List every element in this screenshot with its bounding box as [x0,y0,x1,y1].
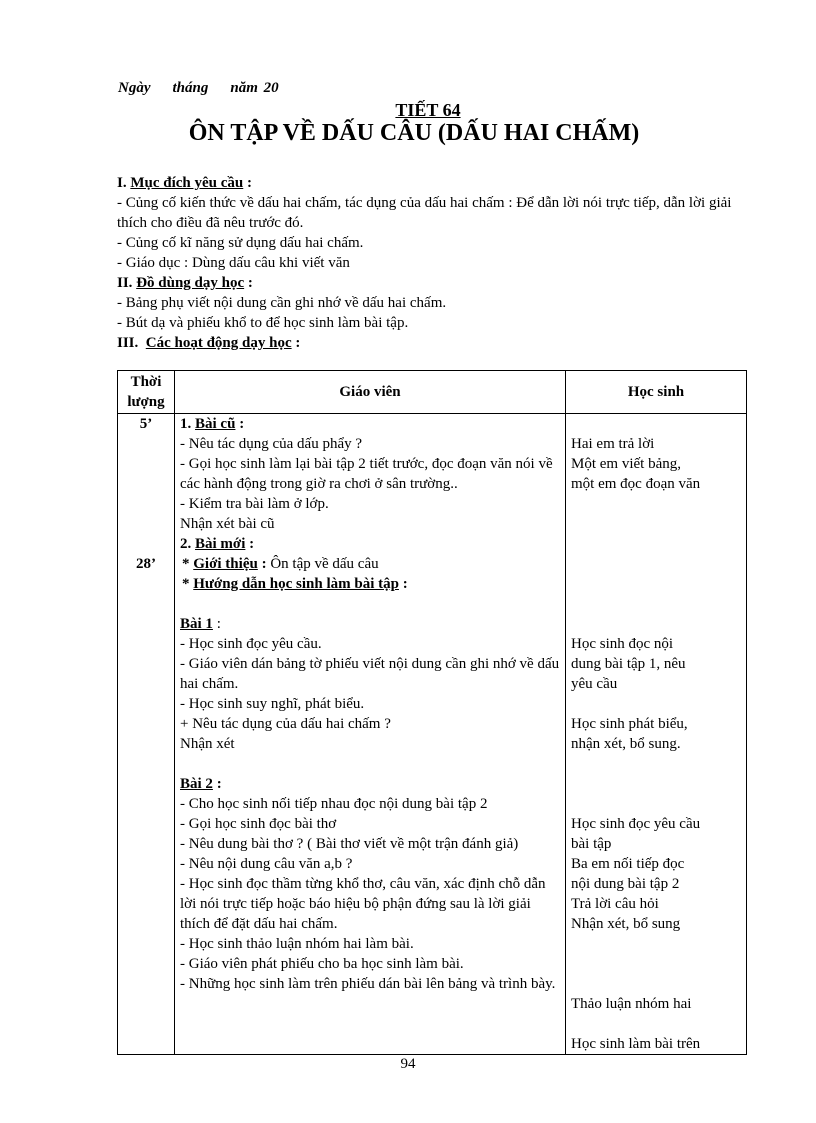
teacher-line: - Nêu tác dụng của dấu phẩy ? [180,436,363,452]
spacer [571,514,741,534]
student-cell [566,414,747,1055]
teacher-line: - Giáo viên dán bảng tờ phiếu viết nội dung cần ghi nhớ về dấu hai chấm. [180,656,560,692]
part-2-title: Bài mới [195,536,246,552]
part-2-num: 2. [180,536,192,552]
section-2-item: - Bảng phụ viết nội dung cần ghi nhớ về dấu hai chấm. [117,295,447,311]
colon: : [291,335,301,351]
lesson-number-text: TIẾT 64 [395,100,461,120]
student-line: một em đọc đoạn văn [571,476,701,492]
teacher-cell [175,414,566,1055]
lesson-title: ÔN TẬP VỀ DẤU CÂU (DẤU HAI CHẤM) [188,120,640,146]
spacer [571,1014,741,1034]
teacher-line: Nhận xét [180,736,235,752]
spacer [571,794,741,814]
colon: : [212,616,221,632]
spacer [571,494,741,514]
student-line: yêu cầu [571,676,618,692]
date-year: năm 20 [230,80,279,96]
section-2-heading [117,273,745,293]
lesson-plan-table [117,370,747,1055]
part-1-num: 1. [180,416,192,432]
teacher-line: - Học sinh thảo luận nhóm hai làm bài. [180,936,414,952]
colon: : [244,275,253,291]
student-line: bài tập [571,836,612,852]
colon: : [398,576,408,592]
teacher-line: - Nêu dung bài thơ ? ( Bài thơ viết về một trận đánh giả) [180,836,519,852]
date-day: Ngày [118,80,151,96]
page-number: 94 [400,1056,416,1072]
part-1-title: Bài cũ [195,416,236,432]
teacher-line: Nhận xét bài cũ [180,516,275,532]
section-1-item: - Củng cố kĩ năng sử dụng dấu hai chấm. [117,235,364,251]
intro-label: Giới thiệu [193,556,258,572]
colon: : [243,175,253,191]
spacer [571,774,741,794]
bullet-star: * [182,576,194,592]
exercise-1-heading [180,614,560,634]
time-cell [118,414,175,1055]
spacer [571,574,741,594]
time-5: 5’ [139,416,153,432]
section-1-heading [117,173,745,193]
part-1-heading [180,414,560,434]
colon: : [212,776,222,792]
colon: : [235,416,245,432]
section-2-title: Đồ dùng dạy học [136,275,245,291]
student-line: Học sinh đọc nội [571,636,674,652]
student-line: Trả lời câu hỏi [571,896,659,912]
teacher-line: - Học sinh suy nghĩ, phát biểu. [180,696,365,712]
spacer [571,414,741,434]
teacher-line: - Kiểm tra bài làm ở lớp. [180,496,329,512]
intro-line [180,554,560,574]
student-line: Một em viết bảng, [571,456,681,472]
lesson-number [0,100,816,121]
spacer [571,594,741,614]
section-1-title: Mục đích yêu cầu [130,175,244,191]
teacher-line: - Gọi học sinh làm lại bài tập 2 tiết trước, đọc đoạn văn nói về các hành động trong giờ ra chơi ở sân trường.. [180,456,553,492]
student-line: Học sinh đọc yêu cầu [571,816,701,832]
spacer [180,754,560,774]
student-line: dung bài tập 1, nêu [571,656,686,672]
student-line: Nhận xét, bổ sung [571,916,681,932]
teacher-line: - Giáo viên phát phiếu cho ba học sinh làm bài. [180,956,464,972]
table-header-row [118,371,747,414]
spacer [571,754,741,774]
student-line: nhận xét, bổ sung. [571,736,681,752]
colon: : [257,556,267,572]
spacer [180,594,560,614]
spacer [571,954,741,974]
date-line [118,80,301,97]
header-time: Thời lượng [118,371,175,414]
exercise-2-title: Bài 2 [180,776,213,792]
student-line: Thảo luận nhóm hai [571,996,692,1012]
spacer [571,694,741,714]
student-line: Học sinh phát biểu, [571,716,688,732]
spacer [571,974,741,994]
intro-section [117,173,745,353]
student-line: Hai em trả lời [571,436,655,452]
teacher-line: - Cho học sinh nối tiếp nhau đọc nội dung bài tập 2 [180,796,488,812]
exercise-2-heading [180,774,560,794]
spacer [571,534,741,554]
section-2-item: - Bút dạ và phiếu khổ to để học sinh làm bài tập. [117,315,409,331]
teacher-line: - Nêu nội dung câu văn a,b ? [180,856,353,872]
exercise-1-title: Bài 1 [180,616,213,632]
spacer [571,934,741,954]
section-3-num: III. [117,335,139,351]
section-1-item: - Củng cố kiến thức về dấu hai chấm, tác dụng của dấu hai chấm : Để dẫn lời nói trực tiếp, dẫn lời giải thích cho điều đã nêu trước đó. [117,195,732,231]
colon: : [245,536,255,552]
intro-text: Ôn tập về dấu câu [266,556,379,572]
teacher-line: + Nêu tác dụng của dấu hai chấm ? [180,716,391,732]
header-teacher: Giáo viên [175,371,566,414]
guide-label: Hướng dẫn học sinh làm bài tập [193,576,399,592]
header-student: Học sinh [566,371,747,414]
bullet-star: * [182,556,194,572]
section-2-num: II. [117,275,133,291]
section-3-heading [117,333,745,353]
student-line: Ba em nối tiếp đọc [571,856,685,872]
teacher-line: - Gọi học sinh đọc bài thơ [180,816,337,832]
time-28: 28’ [136,556,156,572]
part-2-heading [180,534,560,554]
guide-line [180,574,560,594]
teacher-line: - Học sinh đọc yêu cầu. [180,636,322,652]
spacer [571,554,741,574]
section-3-title: Các hoạt động dạy học [145,335,292,351]
teacher-line: - Những học sinh làm trên phiếu dán bài lên bảng và trình bày. [180,976,556,992]
section-1-item: - Giáo dục : Dùng dấu câu khi viết văn [117,255,350,271]
section-1-num: I. [117,175,127,191]
date-month: tháng [172,80,209,96]
student-line: nội dung bài tập 2 [571,876,680,892]
teacher-line: - Học sinh đọc thầm từng khổ thơ, câu văn, xác định chỗ dẫn lời nói trực tiếp hoặc báo hiệu bộ phận đứng sau là lời giải thích để đặt dấu hai chấm. [180,876,546,932]
student-line: Học sinh làm bài trên [571,1036,701,1052]
table-body-row [118,414,747,1055]
spacer [571,614,741,634]
